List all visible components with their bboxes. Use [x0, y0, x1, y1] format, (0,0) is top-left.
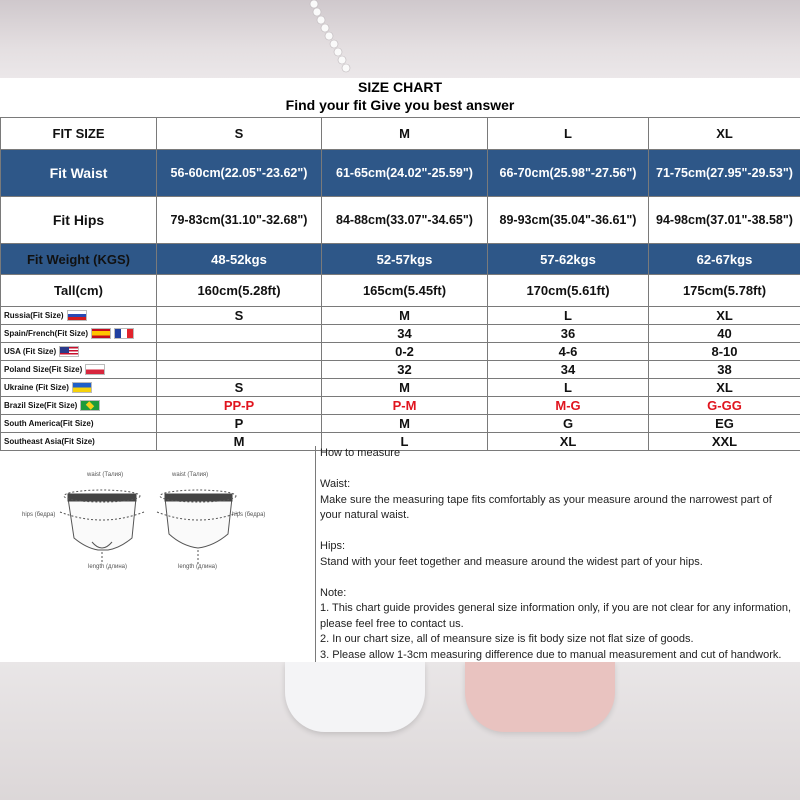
flag-ru-icon — [67, 310, 87, 321]
region-size-row — [1, 415, 800, 433]
region-size-value: L — [488, 379, 649, 397]
waist-value: 61-65cm(24.02"-25.59") — [322, 150, 488, 197]
region-label-cell — [1, 343, 157, 361]
note-title: Note: — [320, 586, 347, 599]
size-header-cell: M — [322, 118, 488, 150]
waist-row — [1, 150, 800, 197]
background-photo-top — [0, 0, 800, 80]
chart-subtitle: Find your fit Give you best answer — [285, 97, 515, 113]
region-label-cell — [1, 415, 157, 433]
region-size-value: L — [488, 307, 649, 325]
region-size-row — [1, 379, 800, 397]
region-label: Southeast Asia(Fit Size) — [4, 437, 95, 446]
hips-value: 84-88cm(33.07"-34.65") — [322, 197, 488, 244]
note-item: 1. This chart guide provides general size information only, if you are not clear for any information, please feel free to contact us. — [320, 602, 792, 630]
tall-value: 175cm(5.78ft) — [649, 275, 800, 307]
size-header-cell: XL — [649, 118, 800, 150]
flag-ua-icon — [72, 382, 92, 393]
hips-diagram-label: hips (бедра) — [232, 512, 266, 518]
hips-value: 94-98cm(37.01"-38.58") — [649, 197, 800, 244]
howto-heading: How to measure — [320, 447, 401, 459]
length-diagram-label: length (длина) — [88, 564, 128, 570]
tall-value: 165cm(5.45ft) — [322, 275, 488, 307]
region-size-value: XL — [649, 379, 800, 397]
tall-row — [1, 275, 800, 307]
region-size-value: 38 — [649, 361, 800, 379]
region-size-value — [157, 343, 322, 361]
region-size-value: M — [322, 307, 488, 325]
weight-row — [1, 244, 800, 275]
region-label: Poland Size(Fit Size) — [4, 365, 83, 374]
region-label: Ukraine (Fit Size) — [4, 383, 69, 392]
region-size-value: G-GG — [649, 397, 800, 415]
region-label: Brazil Size(Fit Size) — [4, 401, 78, 410]
region-size-value: 34 — [322, 325, 488, 343]
region-size-value: 4-6 — [488, 343, 649, 361]
region-label: Russia(Fit Size) — [4, 311, 64, 320]
size-header-cell: S — [157, 118, 322, 150]
hips-value: 79-83cm(31.10"-32.68") — [157, 197, 322, 244]
region-size-value: M-G — [488, 397, 649, 415]
region-size-row — [1, 343, 800, 361]
region-size-value: S — [157, 379, 322, 397]
region-size-value: M — [157, 433, 322, 451]
tall-label: Tall(cm) — [1, 275, 157, 307]
weight-value: 62-67kgs — [649, 244, 800, 275]
region-size-value: 8-10 — [649, 343, 800, 361]
region-size-value: 40 — [649, 325, 800, 343]
pearl-necklace-image — [300, 0, 360, 80]
region-size-value: 32 — [322, 361, 488, 379]
fit-size-header: FIT SIZE — [1, 118, 157, 150]
region-size-value: XXL — [649, 433, 800, 451]
region-label: South America(Fit Size) — [4, 419, 94, 428]
flag-pl-icon — [85, 364, 105, 375]
size-chart-sheet — [0, 78, 800, 662]
region-size-value: XL — [649, 307, 800, 325]
hips-label: Fit Hips — [1, 197, 157, 244]
region-size-row — [1, 307, 800, 325]
region-size-value: G — [488, 415, 649, 433]
waist-instructions: Make sure the measuring tape fits comfortably as your measure around the narrowest part of your natural waist. — [320, 493, 772, 521]
hips-diagram-label: hips (бедра) — [22, 512, 56, 518]
region-label-cell — [1, 397, 157, 415]
hips-instructions: Stand with your feet together and measure around the widest part of your hips. — [320, 555, 703, 568]
measure-diagram — [0, 446, 316, 662]
region-size-value: EG — [649, 415, 800, 433]
flag-fr-icon — [114, 328, 134, 339]
hips-row — [1, 197, 800, 244]
note-item: 2. In our chart size, all of meansure size is fit body size not flat size of goods. — [320, 633, 694, 645]
hips-value: 89-93cm(35.04"-36.61") — [488, 197, 649, 244]
region-size-value: P-M — [322, 397, 488, 415]
underwear-diagram-icon — [0, 446, 315, 662]
weight-value: 57-62kgs — [488, 244, 649, 275]
region-size-value: L — [322, 433, 488, 451]
weight-value: 52-57kgs — [322, 244, 488, 275]
region-size-value: 34 — [488, 361, 649, 379]
region-size-value: M — [322, 415, 488, 433]
weight-label: Fit Weight (KGS) — [1, 244, 157, 275]
white-underwear-image — [285, 662, 425, 732]
region-label-cell — [1, 307, 157, 325]
weight-value: 48-52kgs — [157, 244, 322, 275]
flag-br-icon — [80, 400, 100, 411]
how-to-measure-section — [0, 446, 800, 662]
waist-diagram-label: waist (Талия) — [172, 472, 209, 478]
region-size-row — [1, 397, 800, 415]
region-label-cell — [1, 379, 157, 397]
waist-label: Fit Waist — [1, 150, 157, 197]
length-diagram-label: length (длина) — [178, 564, 218, 570]
waist-value: 66-70cm(25.98"-27.56") — [488, 150, 649, 197]
note-item: 3. Please allow 1-3cm measuring difference due to manual measurement and cut of handwork. — [320, 648, 782, 661]
waist-diagram-label: waist (Талия) — [87, 472, 124, 478]
region-label-cell — [1, 325, 157, 343]
size-header-cell: L — [488, 118, 649, 150]
waist-value: 71-75cm(27.95"-29.53") — [649, 150, 800, 197]
region-size-value: P — [157, 415, 322, 433]
region-size-value: 36 — [488, 325, 649, 343]
pink-underwear-image — [465, 662, 615, 732]
tall-value: 160cm(5.28ft) — [157, 275, 322, 307]
flag-us-icon — [59, 346, 79, 357]
tall-value: 170cm(5.61ft) — [488, 275, 649, 307]
region-size-value: XL — [488, 433, 649, 451]
region-size-row — [1, 361, 800, 379]
how-to-measure-text — [320, 446, 796, 663]
region-size-value — [157, 361, 322, 379]
waist-value: 56-60cm(22.05"-23.62") — [157, 150, 322, 197]
region-label: Spain/French(Fit Size) — [4, 329, 89, 338]
region-label: USA (Fit Size) — [4, 347, 57, 356]
region-size-value — [157, 325, 322, 343]
region-label-cell — [1, 361, 157, 379]
chart-title: SIZE CHART — [358, 79, 442, 95]
region-size-value: S — [157, 307, 322, 325]
region-size-value: 0-2 — [322, 343, 488, 361]
region-size-row — [1, 325, 800, 343]
size-table — [0, 117, 800, 451]
waist-title: Waist: — [320, 478, 351, 490]
region-size-value: M — [322, 379, 488, 397]
hips-title: Hips: — [320, 540, 346, 552]
region-size-value: PP-P — [157, 397, 322, 415]
size-header-row — [1, 118, 800, 150]
flag-es-icon — [91, 328, 111, 339]
